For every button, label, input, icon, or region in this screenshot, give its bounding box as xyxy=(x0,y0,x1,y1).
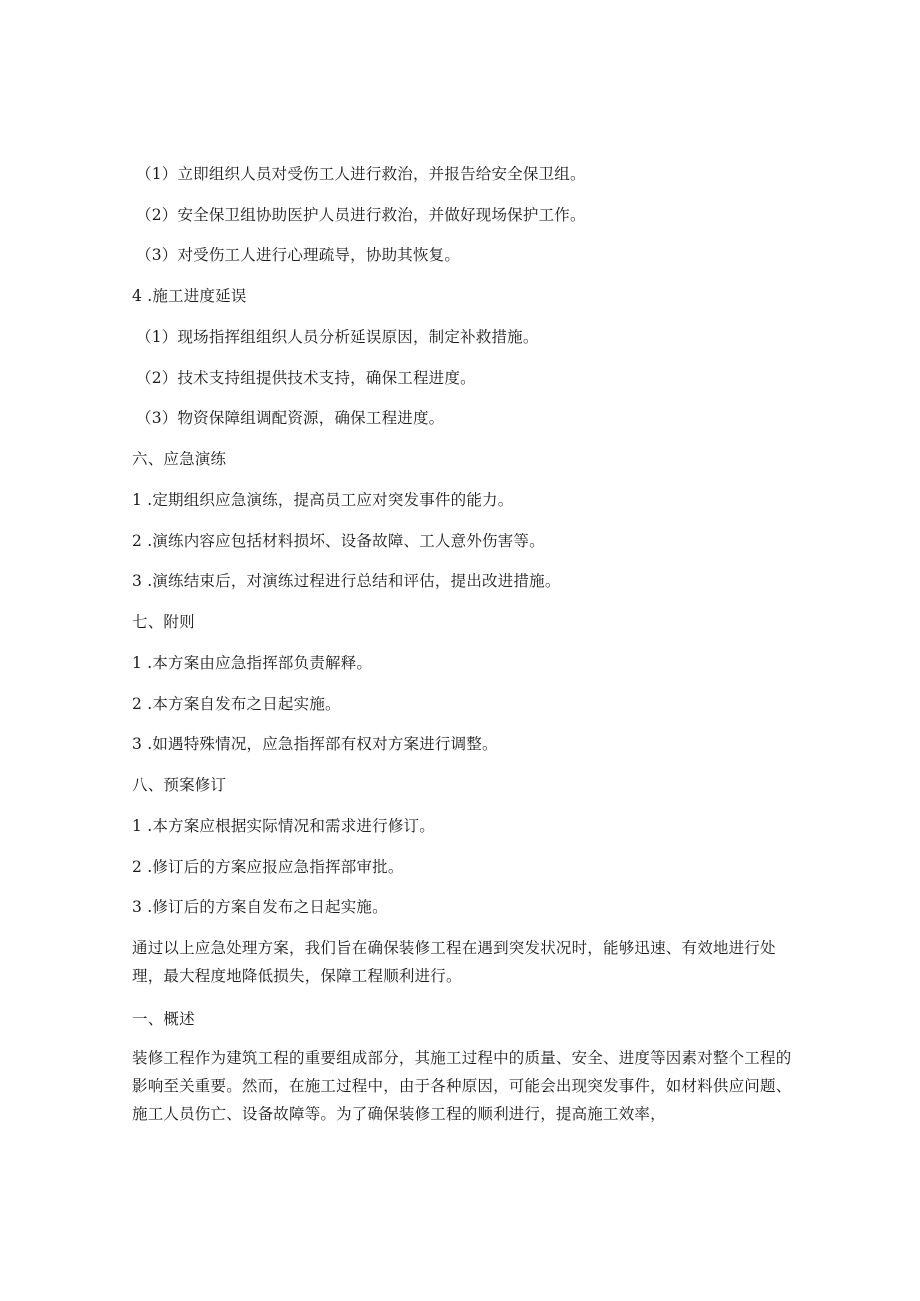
list-item: 1 .定期组织应急演练，提高员工应对突发事件的能力。 xyxy=(132,491,514,509)
list-item: （2）技术支持组提供技术支持，确保工程进度。 xyxy=(136,369,476,387)
section-heading: 八、预案修订 xyxy=(132,776,227,794)
section-heading: 七、附则 xyxy=(132,613,195,631)
conclusion-paragraph: 通过以上应急处理方案，我们旨在确保装修工程在遇到突发状况时，能够迅速、有效地进行处理，最大程度地降低损失，保障工程顺利进行。 xyxy=(132,939,776,985)
section-heading: 4 .施工进度延误 xyxy=(132,287,247,305)
list-item: 1 .本方案由应急指挥部负责解释。 xyxy=(132,654,373,672)
list-item: 3 .修订后的方案自发布之日起实施。 xyxy=(132,898,388,916)
list-item: （1）现场指挥组组织人员分析延误原因，制定补救措施。 xyxy=(136,328,539,346)
list-item: 3 .如遇特殊情况，应急指挥部有权对方案进行调整。 xyxy=(132,735,498,753)
overview-paragraph: 装修工程作为建筑工程的重要组成部分，其施工过程中的质量、安全、进度等因素对整个工程的影响至关重要。然而，在施工过程中，由于各种原因，可能会出现突发事件，如材料供应问题、施工人员伤亡、设备故障等。为了确保装修工程的顺利进行，提高施工效率， xyxy=(132,1049,792,1123)
list-item: （1）立即组织人员对受伤工人进行救治，并报告给安全保卫组。 xyxy=(136,165,586,183)
list-item: （2）安全保卫组协助医护人员进行救治，并做好现场保护工作。 xyxy=(136,206,586,224)
list-item: 2 .本方案自发布之日起实施。 xyxy=(132,695,341,713)
list-item: 3 .演练结束后，对演练过程进行总结和评估，提出改进措施。 xyxy=(132,572,561,590)
list-item: 1 .本方案应根据实际情况和需求进行修订。 xyxy=(132,817,435,835)
list-item: 2 .修订后的方案应报应急指挥部审批。 xyxy=(132,858,404,876)
list-item: 2 .演练内容应包括材料损坏、设备故障、工人意外伤害等。 xyxy=(132,532,545,550)
list-item: （3）物资保障组调配资源，确保工程进度。 xyxy=(136,409,445,427)
list-item: （3）对受伤工人进行心理疏导，协助其恢复。 xyxy=(136,246,461,264)
section-heading: 六、应急演练 xyxy=(132,450,227,468)
section-heading: 一、概述 xyxy=(132,1010,195,1028)
